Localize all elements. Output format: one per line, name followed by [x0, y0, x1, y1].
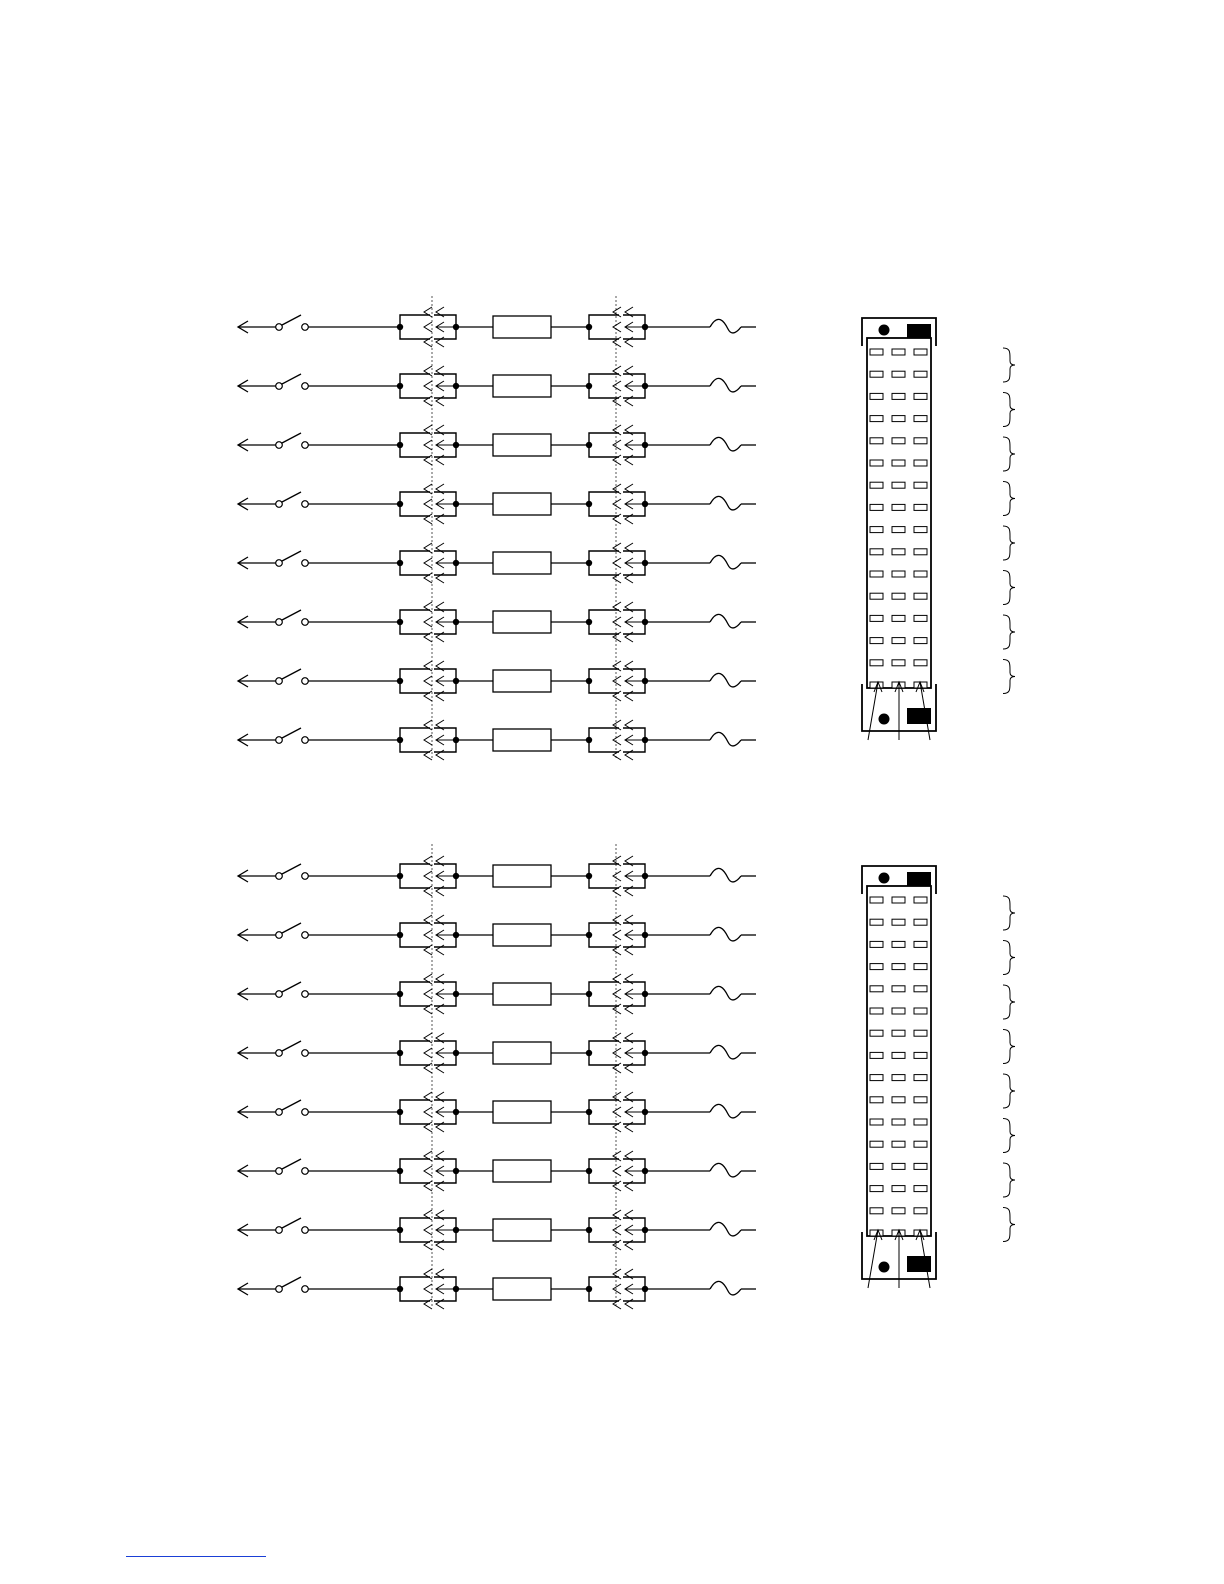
pin: [892, 1052, 905, 1058]
junction-dot: [397, 932, 403, 938]
plug-connector-icon: [397, 1092, 459, 1132]
pin: [870, 1163, 883, 1169]
bracket-icon: [1003, 437, 1015, 471]
bracket-icon: [1003, 615, 1015, 649]
bracket-icon: [1003, 571, 1015, 605]
tilde-icon: [710, 1281, 741, 1295]
pin: [914, 1163, 927, 1169]
plug-connector-icon: [397, 1210, 459, 1250]
pin: [914, 919, 927, 925]
pin: [892, 571, 905, 577]
tilde-icon: [710, 986, 741, 1000]
pin: [870, 1141, 883, 1147]
resistor-icon: [493, 729, 551, 751]
pin: [914, 1097, 927, 1103]
plug-connector-icon: [397, 1269, 459, 1309]
tilde-icon: [710, 1104, 741, 1118]
bracket-icon: [1003, 348, 1015, 382]
plug-connector-icon: [586, 1269, 648, 1309]
pin: [870, 482, 883, 488]
resistor-icon: [493, 1160, 551, 1182]
resistor-icon: [493, 1101, 551, 1123]
junction-dot: [397, 501, 403, 507]
plug-connector-icon: [586, 1151, 648, 1191]
resistor-icon: [493, 434, 551, 456]
lower-channel-6: [238, 1151, 756, 1191]
switch-icon: [276, 1218, 309, 1233]
connector-body: [867, 886, 931, 1236]
switch-icon: [276, 728, 309, 743]
pin: [892, 638, 905, 644]
junction-dot: [586, 383, 592, 389]
switch-icon: [276, 864, 309, 879]
pin: [914, 897, 927, 903]
lower-channel-4: [238, 1033, 756, 1073]
pin: [914, 1141, 927, 1147]
pin: [892, 986, 905, 992]
junction-dot: [397, 383, 403, 389]
bracket-icon: [1003, 1163, 1015, 1197]
plug-connector-icon: [586, 661, 648, 701]
junction-dot: [397, 1050, 403, 1056]
junction-dot: [397, 873, 403, 879]
junction-dot: [586, 991, 592, 997]
junction-dot: [586, 560, 592, 566]
pin: [870, 1186, 883, 1192]
pin: [892, 393, 905, 399]
plug-connector-icon: [397, 856, 459, 896]
bracket-icon: [1003, 526, 1015, 560]
tilde-icon: [710, 927, 741, 941]
pin: [914, 460, 927, 466]
junction-dot: [397, 560, 403, 566]
pin: [914, 527, 927, 533]
bracket-icon: [1003, 1119, 1015, 1153]
upper-channel-5: [238, 543, 756, 583]
pin: [892, 371, 905, 377]
pin: [892, 1141, 905, 1147]
plug-connector-icon: [586, 602, 648, 642]
pin: [914, 393, 927, 399]
connector-body: [867, 338, 931, 688]
plug-connector-icon: [586, 856, 648, 896]
switch-icon: [276, 1041, 309, 1056]
junction-dot: [397, 678, 403, 684]
resistor-icon: [493, 1042, 551, 1064]
tilde-icon: [710, 614, 741, 628]
bracket-icon: [1003, 941, 1015, 975]
switch-icon: [276, 374, 309, 389]
junction-dot: [397, 1109, 403, 1115]
pin: [870, 1075, 883, 1081]
plug-connector-icon: [397, 915, 459, 955]
plug-connector-icon: [397, 1033, 459, 1073]
pin: [892, 897, 905, 903]
junction-dot: [397, 442, 403, 448]
pin: [870, 571, 883, 577]
plug-connector-icon: [397, 1151, 459, 1191]
resistor-icon: [493, 316, 551, 338]
lower-channel-2: [238, 915, 756, 955]
plug-connector-icon: [586, 1210, 648, 1250]
bracket-icon: [1003, 1074, 1015, 1108]
tilde-icon: [710, 1163, 741, 1177]
pin: [892, 1163, 905, 1169]
pin: [892, 1208, 905, 1214]
pin: [870, 1008, 883, 1014]
pin: [870, 371, 883, 377]
switch-icon: [276, 669, 309, 684]
resistor-icon: [493, 1278, 551, 1300]
pin: [914, 660, 927, 666]
pin: [914, 438, 927, 444]
lower-channel-7: [238, 1210, 756, 1250]
pin: [892, 919, 905, 925]
pin: [870, 504, 883, 510]
lower-connector: [862, 866, 1015, 1288]
upper-channel-2: [238, 366, 756, 406]
pin: [892, 1030, 905, 1036]
junction-dot: [586, 619, 592, 625]
plug-connector-icon: [586, 915, 648, 955]
junction-dot: [397, 619, 403, 625]
pin: [870, 660, 883, 666]
upper-channel-4: [238, 484, 756, 524]
upper-connector: [862, 318, 1015, 740]
pin: [892, 349, 905, 355]
junction-dot: [397, 324, 403, 330]
pin: [914, 1075, 927, 1081]
junction-dot: [586, 501, 592, 507]
pin: [870, 527, 883, 533]
key-dot: [879, 325, 890, 336]
pin: [892, 615, 905, 621]
plug-connector-icon: [397, 602, 459, 642]
bracket-icon: [1003, 482, 1015, 516]
pin: [892, 1119, 905, 1125]
pin: [914, 371, 927, 377]
switch-icon: [276, 982, 309, 997]
pin: [870, 986, 883, 992]
plug-connector-icon: [397, 425, 459, 465]
key-dot: [879, 714, 890, 725]
bracket-icon: [1003, 1208, 1015, 1242]
pin: [870, 549, 883, 555]
plug-connector-icon: [586, 1033, 648, 1073]
pin: [870, 1208, 883, 1214]
pin: [892, 527, 905, 533]
pin: [914, 986, 927, 992]
upper-channel-6: [238, 602, 756, 642]
pin: [892, 416, 905, 422]
pin: [870, 593, 883, 599]
pin: [914, 1186, 927, 1192]
tilde-icon: [710, 732, 741, 746]
pin: [892, 964, 905, 970]
pin: [892, 660, 905, 666]
switch-icon: [276, 433, 309, 448]
resistor-icon: [493, 1219, 551, 1241]
upper-channel-7: [238, 661, 756, 701]
plug-connector-icon: [586, 366, 648, 406]
pin: [914, 549, 927, 555]
resistor-icon: [493, 552, 551, 574]
switch-icon: [276, 315, 309, 330]
pin: [892, 1186, 905, 1192]
pin: [892, 941, 905, 947]
key-dot: [879, 1262, 890, 1273]
switch-icon: [276, 1159, 309, 1174]
junction-dot: [586, 324, 592, 330]
key-dot: [879, 873, 890, 884]
switch-icon: [276, 610, 309, 625]
switch-icon: [276, 1277, 309, 1292]
footer-link-rule[interactable]: [126, 1556, 266, 1557]
junction-dot: [397, 1286, 403, 1292]
pin: [870, 438, 883, 444]
pin: [892, 549, 905, 555]
pin: [914, 1119, 927, 1125]
pin: [892, 438, 905, 444]
upper-channel-1: [238, 307, 756, 347]
lower-channel-8: [238, 1269, 756, 1309]
junction-dot: [586, 873, 592, 879]
junction-dot: [586, 1109, 592, 1115]
plug-connector-icon: [397, 307, 459, 347]
tilde-icon: [710, 555, 741, 569]
pin: [870, 393, 883, 399]
plug-connector-icon: [586, 543, 648, 583]
pin: [870, 638, 883, 644]
tilde-icon: [710, 319, 741, 333]
pin: [914, 482, 927, 488]
resistor-icon: [493, 670, 551, 692]
switch-icon: [276, 923, 309, 938]
switch-icon: [276, 1100, 309, 1115]
tilde-icon: [710, 673, 741, 687]
lower-channel-5: [238, 1092, 756, 1132]
junction-dot: [586, 1227, 592, 1233]
switch-icon: [276, 492, 309, 507]
plug-connector-icon: [586, 974, 648, 1014]
tilde-icon: [710, 1222, 741, 1236]
resistor-icon: [493, 865, 551, 887]
pin: [914, 1052, 927, 1058]
pin: [914, 964, 927, 970]
bracket-icon: [1003, 985, 1015, 1019]
tilde-icon: [710, 496, 741, 510]
pin: [914, 941, 927, 947]
pin: [870, 1030, 883, 1036]
resistor-icon: [493, 924, 551, 946]
plug-connector-icon: [397, 720, 459, 760]
pin: [914, 349, 927, 355]
pin: [914, 1208, 927, 1214]
plug-connector-icon: [397, 484, 459, 524]
pin: [870, 460, 883, 466]
plug-connector-icon: [397, 543, 459, 583]
junction-dot: [397, 1168, 403, 1174]
bracket-icon: [1003, 660, 1015, 694]
tilde-icon: [710, 378, 741, 392]
bracket-icon: [1003, 1030, 1015, 1064]
pin: [870, 1052, 883, 1058]
plug-connector-icon: [586, 484, 648, 524]
junction-dot: [586, 1168, 592, 1174]
bracket-icon: [1003, 393, 1015, 427]
pin: [870, 416, 883, 422]
pin: [914, 571, 927, 577]
pin: [892, 504, 905, 510]
lower-channel-3: [238, 974, 756, 1014]
pin: [914, 615, 927, 621]
tilde-icon: [710, 437, 741, 451]
pin: [870, 349, 883, 355]
junction-dot: [397, 737, 403, 743]
pin: [892, 482, 905, 488]
pin: [892, 1008, 905, 1014]
pin: [870, 615, 883, 621]
junction-dot: [586, 1050, 592, 1056]
pin: [870, 1119, 883, 1125]
plug-connector-icon: [586, 720, 648, 760]
upper-channel-3: [238, 425, 756, 465]
key-block: [907, 708, 931, 724]
junction-dot: [397, 1227, 403, 1233]
pin: [870, 1097, 883, 1103]
pin: [870, 964, 883, 970]
junction-dot: [397, 991, 403, 997]
plug-connector-icon: [586, 1092, 648, 1132]
plug-connector-icon: [397, 974, 459, 1014]
resistor-icon: [493, 611, 551, 633]
junction-dot: [586, 678, 592, 684]
pin: [914, 1030, 927, 1036]
tilde-icon: [710, 1045, 741, 1059]
lower-channel-1: [238, 856, 756, 896]
plug-connector-icon: [397, 661, 459, 701]
junction-dot: [586, 1286, 592, 1292]
bracket-icon: [1003, 896, 1015, 930]
junction-dot: [586, 737, 592, 743]
pin: [870, 941, 883, 947]
plug-connector-icon: [586, 425, 648, 465]
switch-icon: [276, 551, 309, 566]
resistor-icon: [493, 983, 551, 1005]
pin: [892, 1075, 905, 1081]
pin: [914, 593, 927, 599]
tilde-icon: [710, 868, 741, 882]
key-block: [907, 1256, 931, 1272]
plug-connector-icon: [586, 307, 648, 347]
pin: [914, 504, 927, 510]
plug-connector-icon: [397, 366, 459, 406]
resistor-icon: [493, 493, 551, 515]
upper-channel-8: [238, 720, 756, 760]
pin: [870, 919, 883, 925]
pin: [892, 1097, 905, 1103]
pin: [914, 1008, 927, 1014]
resistor-icon: [493, 375, 551, 397]
pin: [892, 593, 905, 599]
junction-dot: [586, 932, 592, 938]
pin: [870, 897, 883, 903]
pin: [914, 638, 927, 644]
pin: [892, 460, 905, 466]
pin: [914, 416, 927, 422]
junction-dot: [586, 442, 592, 448]
